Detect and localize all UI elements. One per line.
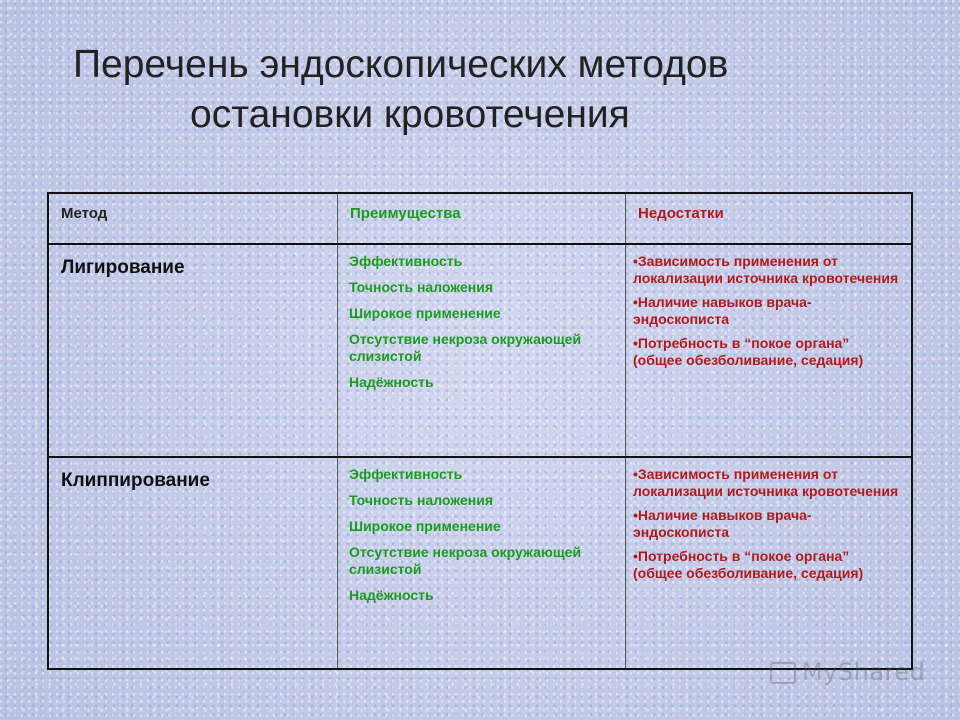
bullet-icon: •: [633, 253, 638, 269]
advantage-item: Эффективность: [349, 465, 463, 482]
advantage-item: Эффективность: [349, 253, 463, 269]
advantage-item: Отсутствие некроза окружающей слизистой: [349, 331, 582, 364]
advantage-item: Отсутствие некроза окружающей слизистой: [349, 543, 582, 577]
watermark-text: MyShared: [802, 658, 926, 686]
advantages-cell: [338, 457, 626, 670]
disadvantage-text: Потребность в “покое органа” (общее обезболивание, седация): [633, 335, 864, 368]
disadvantage-item: [633, 548, 901, 582]
slide-title-line-2: остановки кровотечения: [190, 93, 630, 136]
disadvantage-item: [633, 294, 901, 328]
disadvantages-cell: [626, 457, 913, 670]
bullet-icon: •: [633, 294, 638, 310]
disadvantage-text: Наличие навыков врача-эндоскописта: [633, 294, 812, 327]
bullet-icon: •: [633, 465, 638, 482]
disadvantages-cell: [626, 244, 913, 457]
advantage-item: Точность наложения: [349, 279, 494, 295]
disadvantage-text: Наличие навыков врача-эндоскописта: [633, 506, 812, 540]
header-advantages: Преимущества: [338, 193, 626, 244]
advantage-item: Широкое применение: [349, 517, 501, 534]
advantage-item: Широкое применение: [349, 305, 501, 321]
table-header-row: [48, 193, 912, 244]
table-row-ligation: [48, 244, 912, 457]
advantage-item: Точность наложения: [349, 491, 494, 508]
header-method: Метод: [48, 193, 338, 244]
presentation-icon: [770, 662, 796, 684]
disadvantage-text: Потребность в “покое органа” (общее обезболивание, седация): [633, 547, 864, 581]
advantages-cell: [338, 244, 626, 457]
disadvantage-item: [633, 335, 901, 369]
bullet-icon: •: [633, 547, 638, 564]
method-name: Лигирование: [48, 244, 338, 457]
method-name: Клиппирование: [48, 457, 338, 670]
table-row-clipping: [48, 457, 912, 670]
advantage-item: Надёжность: [349, 374, 434, 390]
disadvantage-item: [633, 507, 901, 541]
disadvantage-item: [633, 466, 901, 500]
disadvantage-item: [633, 253, 901, 287]
bullet-icon: •: [633, 506, 638, 523]
disadvantage-text: Зависимость применения от локализации источника кровотечения: [633, 253, 899, 286]
advantage-item: Надёжность: [349, 586, 434, 603]
slide-title-line-1: Перечень эндоскопических методов: [73, 43, 729, 86]
slide-title: [0, 40, 960, 140]
methods-table: [47, 192, 913, 670]
bullet-icon: •: [633, 335, 638, 351]
watermark: [770, 658, 925, 686]
header-disadvantages: Недостатки: [626, 193, 913, 244]
disadvantage-text: Зависимость применения от локализации источника кровотечения: [633, 465, 899, 499]
